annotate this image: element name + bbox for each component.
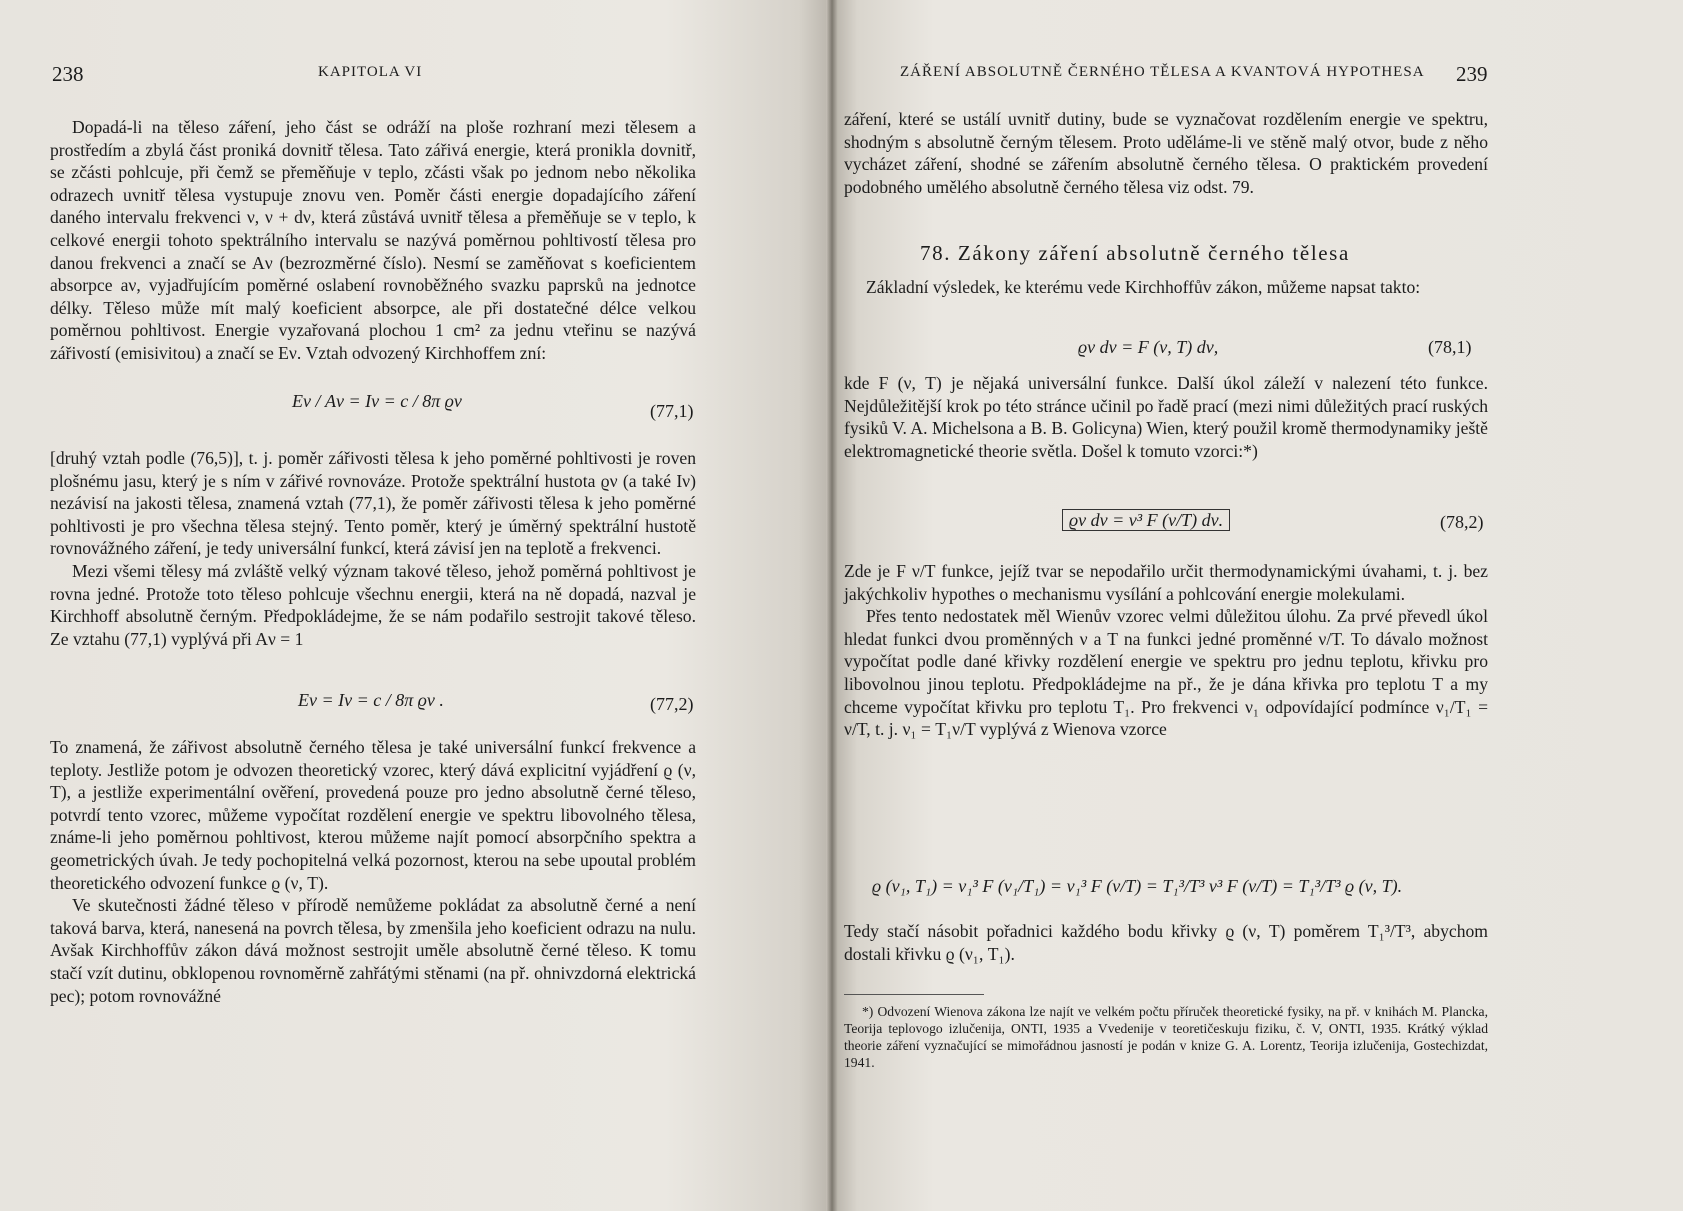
equation-number: (78,2): [1440, 512, 1484, 532]
inline-fraction: ν/T: [911, 561, 936, 581]
paragraph: Tedy stačí násobit pořadnici každého bodu křivky ϱ (ν, T) poměrem T₁³/T³, abychom dostali křivku ϱ (ν₁, T₁).: [844, 921, 1488, 964]
body-text-block: [844, 108, 1488, 198]
paragraph: Dopadá-li na těleso záření, jeho část se odráží na ploše rozhraní mezi tělesem a prostředím a zbylá část proniká dovnitř tělesa. Tato zářivá energie, která pronikla dovnitř, se zčásti pohlcuje, při čemž se přeměňuje v teplo, zčásti však po jednom nebo několika odrazech uvnitř tělesa vystupuje znovu ven. Poměr části energie dopadajícího záření daného intervalu frekvenci ν, ν + dν, která zůstává uvnitř tělesa a přeměňuje se v teplo, k celkové energii tohoto spektrálního intervalu se nazývá poměrnou pohltivostí tělesa pro danou frekvenci a značí se Aν (bezrozměrné číslo). Nesmí se zaměňovat s koeficientem absorpce aν, vyjadřujícím poměrné oslabení rovnoběžného svazku paprsků na jednotce délky. Těleso může mít malý koeficient absorpce, ale při dostatečné délce velkou poměrnou pohltivost. Energie vyzařovaná plochou 1 cm² za jednu vteřinu se nazývá zářivostí (emisivitou) a značí se Eν. Vztah odvozený Kirchhoffem zní:: [50, 117, 696, 363]
paragraph: kde F (ν, T) je nějaká universální funkce. Další úkol záleží v nalezení této funkce. Nejdůležitější krok po této stránce učinil po řadě prací (mezi nimi důležitých prací ruských fysiků V. A. Michelsona a B. B. Golicyna) Wien, který použil kromě thermodynamiky ještě elektromagnetické theorie světla. Došel k tomuto vzorci:*): [844, 373, 1489, 461]
body-text-block: [844, 560, 1488, 741]
footnote-rule: [844, 994, 984, 995]
body-text-block: [50, 447, 696, 650]
right-page: [832, 0, 1683, 1211]
inline-text: Zde je F: [844, 561, 906, 581]
inline-text: funkce, jejíž tvar se nepodařilo určit thermodynamickými úvahami, t. j. bez jakýchkoliv hypothes o mechanismu vysílání a pohlcování energie molekulami.: [844, 561, 1488, 604]
paragraph: [druhý vztah podle (76,5)], t. j. poměr zářivosti tělesa k jeho poměrné pohltivosti je roven plošnému jasu, který je s ním v zářivé rovnováze. Protože spektrální hustota ϱν (a také Iν) nezávisí na jakosti tělesa, znamená vztah (77,1), že poměr zářivosti tělesa k jeho poměrné pohltivosti je pro všechna tělesa stejný. Tento poměr, který je úměrný spektrální hustotě rovnovážného záření, je tedy universální funkcí, která závisí jen na teplotě a frekvenci.: [50, 448, 696, 559]
equation: Eν / Aν = Iν = c / 8π ϱν: [292, 391, 462, 411]
equation: Eν = Iν = c / 8π ϱν .: [298, 690, 444, 710]
body-text-block: [844, 372, 1488, 462]
body-text-block: [50, 116, 696, 365]
paragraph: Mezi všemi tělesy má zvláště velký význam takové těleso, jehož poměrná pohltivost je rovna jedné. Protože toto těleso pohlcuje všechnu energii, která na ně dopadá, nazval je Kirchhoff absolutně černým. Předpokládejme, že se nám podařilo sestrojit takové těleso. Ze vztahu (77,1) vyplývá při Aν = 1: [50, 560, 696, 649]
equation: ϱν dν = F (ν, T) dν,: [1078, 337, 1219, 357]
section-title: 78. Zákony záření absolutně černého tělesa: [920, 241, 1350, 265]
body-text-block: [50, 736, 696, 1007]
footnote-text: *) Odvození Wienova zákona lze najít ve velkém počtu příruček theoretické fysiky, na př. v knihách M. Plancka, Teorija teplovogo izlučenija, ONTI, 1935 a Vvedenije v teoretičeskuju fiziku, č. V, ONTI, 1935. Krátký výklad theorie záření vyznačující se mimořádnou jasností je podán v knize G. A. Lorentz, Teorija izlučenija, Gostechizdat, 1941.: [844, 1004, 1488, 1070]
equation: ϱ (ν₁, T₁) = ν₁³ F (ν₁/T₁) = ν₁³ F (ν/T) = T₁³/T³ ν³ F (ν/T) = T₁³/T³ ϱ (ν, T).: [872, 876, 1403, 896]
body-text-block: [844, 920, 1488, 965]
paragraph: Základní výsledek, ke kterému vede Kirchhoffův zákon, můžeme napsat takto:: [866, 277, 1421, 297]
left-page: [0, 0, 832, 1211]
equation-box: ϱν dν = ν³ F (ν/T) dν.: [1062, 509, 1230, 531]
book-gutter: [826, 0, 838, 1211]
page-number: 238: [52, 62, 84, 86]
paragraph: Ve skutečnosti žádné těleso v přírodě nemůžeme pokládat za absolutně černé a není taková barva, která, nanesená na povrch tělesa, by zmenšila jeho koeficient odrazu na nulu. Avšak Kirchhoffův zákon dává možnost sestrojit uměle absolutně černé těleso. K tomu stačí vzít dutinu, obklopenou rovnoměrně zahřátými stěnami (na př. ohnivzdorná elektrická pec); potom rovnovážné: [50, 895, 696, 1006]
equation-number: (77,1): [650, 401, 694, 421]
page-number: 239: [1456, 62, 1488, 86]
running-header: KAPITOLA VI: [318, 64, 423, 80]
paragraph: [844, 560, 1488, 605]
equation-number: (77,2): [650, 694, 694, 714]
paragraph: Přes tento nedostatek měl Wienův vzorec velmi důležitou úlohu. Za prvé převedl úkol hledat funkci dvou proměnných ν a T na funkci jedné proměnné ν/T. To dávalo možnost vypočítat podle dané křivky rozdělení energie ve spektru pro jednu teplotu, křivku pro libovolnou jinou teplotu. Předpokládejme na př., že je dána křivka pro teplotu T a my chceme vypočítat křivku pro teplotu T₁. Pro frekvenci ν₁ odpovídající podmínce ν₁/T₁ = ν/T, t. j. ν₁ = T₁ν/T vyplývá z Wienova vzorce: [844, 606, 1488, 740]
body-text-block: [844, 276, 1488, 299]
footnote: [844, 1003, 1488, 1071]
paragraph: záření, které se ustálí uvnitř dutiny, bude se vyznačovat rozdělením energie ve spektru, shodným s absolutně černým tělesem. Proto uděláme-li ve stěně malý otvor, bude z něho vycházet záření, shodné se zářením absolutně černého tělesa. O praktickém provedení podobného umělého absolutně černého tělesa viz odst. 79.: [844, 109, 1488, 197]
equation: [1062, 510, 1230, 531]
equation-number: (78,1): [1428, 337, 1472, 357]
running-header: ZÁŘENÍ ABSOLUTNĚ ČERNÉHO TĚLESA A KVANTOVÁ HYPOTHESA: [900, 64, 1425, 80]
paragraph: To znamená, že zářivost absolutně černého tělesa je také universální funkcí frekvence a teploty. Jestliže potom je odvozen theoretický vzorec, který dává explicitní vyjádření ϱ (ν, T), a jestliže experimentální ověření, provedená pouze pro jedno absolutně černé těleso, potvrdí tento vzorec, můžeme vypočítat rozdělení energie ve spektru libovolného tělesa, známe-li jeho poměrnou pohltivost, kterou můžeme najít pomocí absorpčního spektra a geometrických úvah. Je tedy pochopitelná velká pozornost, kterou na sebe upoutal problém theoretického odvození funkce ϱ (ν, T).: [50, 737, 696, 893]
